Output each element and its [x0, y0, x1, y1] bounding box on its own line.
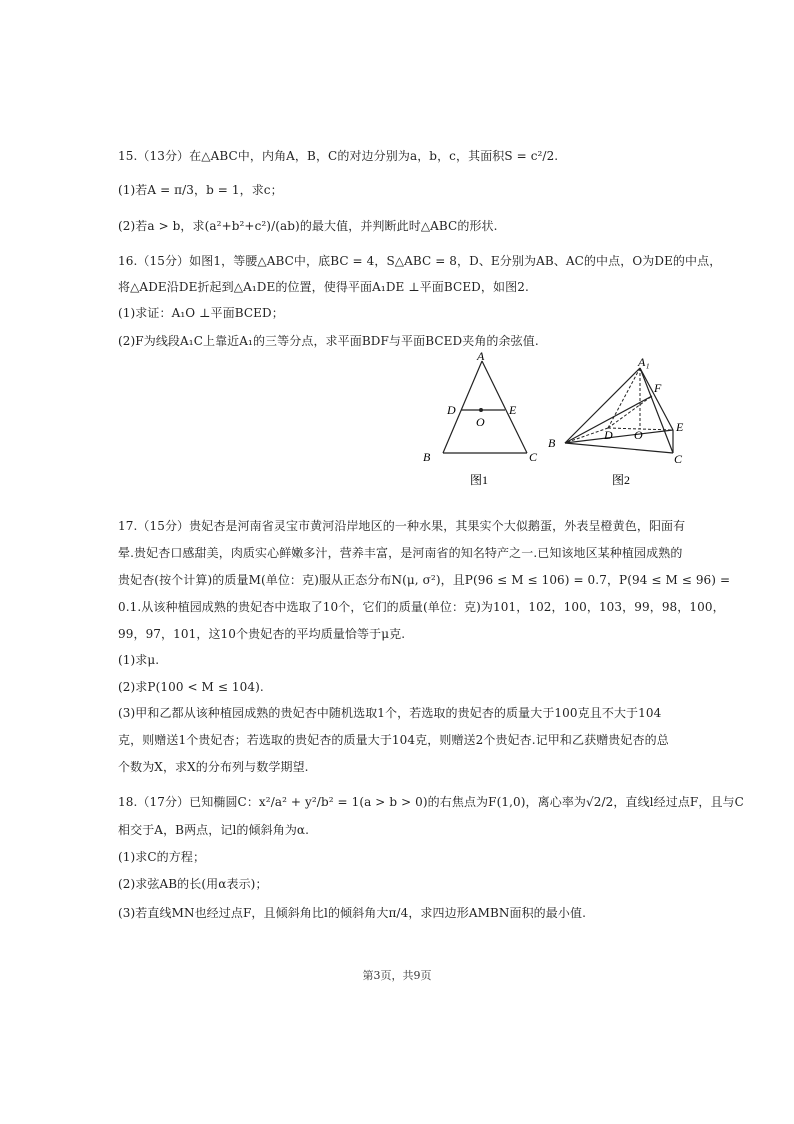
- q18-line2: 相交于A，B两点，记l的倾斜角为α.: [118, 823, 310, 837]
- q18-line1: 18.（17分）已知椭圆C：x²/a² + y²/b² = 1(a > b > 0)的右焦点为F(1,0)，离心率为√2/2，直线l经过点F，且与C: [118, 795, 744, 809]
- fig1-label-c: C: [529, 450, 538, 464]
- q15-part1: (1)若A = π/3，b = 1，求c；: [118, 183, 283, 197]
- q17-line5: 99，97，101，这10个贵妃杏的平均质量恰等于μ克.: [118, 627, 406, 641]
- page-footer: 第3页，共9页: [362, 969, 432, 982]
- q17-part2: (2)求P(100 < M ≤ 104).: [118, 680, 264, 694]
- q17-part3-line2: 克，则赠送1个贵妃杏；若选取的贵妃杏的质量大于104克，则赠送2个贵妃杏.记甲和乙获赠贵妃杏的总: [118, 733, 669, 747]
- fig2-label-o: O: [634, 428, 643, 442]
- q17-part1: (1)求μ.: [118, 653, 160, 667]
- fig2-label-d: D: [604, 428, 613, 442]
- q16-part1: (1)求证：A₁O ⊥平面BCED；: [118, 306, 284, 320]
- fig1-label-o: O: [476, 415, 485, 429]
- q17-line3: 贵妃杏(按个计算)的质量M(单位：克)服从正态分布N(μ, σ²)，且P(96 ≤ M ≤ 106) = 0.7，P(94 ≤ M ≤ 96) =: [118, 573, 731, 587]
- figure-1-triangle: [415, 348, 555, 493]
- fig2-hidden-a1d: [608, 368, 640, 428]
- q17-line2: 晕.贵妃杏口感甜美，肉质实心鲜嫩多汁，营养丰富，是河南省的知名特产之一.已知该地区某种植园成熟的: [118, 546, 683, 560]
- q17-part3-line1: (3)甲和乙都从该种植园成熟的贵妃杏中随机选取1个，若选取的贵妃杏的质量大于100克且不大于104: [118, 706, 662, 720]
- fig2-label-e: E: [676, 420, 684, 434]
- fig1-caption: 图1: [470, 473, 489, 487]
- fig2-hidden-df: [608, 396, 652, 428]
- figure-2-pyramid: [540, 350, 700, 495]
- q17-line4: 0.1.从该种植园成熟的贵妃杏中选取了10个，它们的质量(单位：克)为101，102，100，103，99，98，100，: [118, 600, 725, 614]
- fig1-label-a: A: [477, 349, 485, 363]
- fig2-label-c: C: [674, 452, 683, 466]
- fig1-label-e: E: [509, 403, 517, 417]
- fig2-caption: 图2: [612, 473, 631, 487]
- q16-stem-line2: 将△ADE沿DE折起到△A₁DE的位置，使得平面A₁DE ⊥平面BCED，如图2.: [118, 280, 529, 294]
- q18-part3: (3)若直线MN也经过点F，且倾斜角比l的倾斜角大π/4，求四边形AMBN面积的最小值.: [118, 906, 587, 920]
- fig2-segment-be: [565, 430, 673, 443]
- fig1-edge-ac: [482, 361, 527, 453]
- q15-part2: (2)若a > b，求(a²+b²+c²)/(ab)的最大值，并判断此时△ABC的形状.: [118, 219, 498, 233]
- q15-stem: 15.（13分）在△ABC中，内角A，B，C的对边分别为a，b，c，其面积S = c²/2.: [118, 149, 559, 163]
- fig1-label-b: B: [423, 450, 431, 464]
- q16-part2: (2)F为线段A₁C上靠近A₁的三等分点，求平面BDF与平面BCED夹角的余弦值.: [118, 334, 539, 348]
- fig2-label-a1: A₁: [638, 355, 650, 369]
- q17-part3-line3: 个数为X，求X的分布列与数学期望.: [118, 760, 309, 774]
- fig2-label-f: F: [654, 381, 662, 395]
- fig2-edge-a1e: [640, 368, 673, 430]
- fig1-point-o: [479, 408, 483, 412]
- q18-part2: (2)求弦AB的长(用α表示)；: [118, 877, 268, 891]
- q17-line1: 17.（15分）贵妃杏是河南省灵宝市黄河沿岸地区的一种水果，其果实个大似鹅蛋，外表呈橙黄色，阳面有: [118, 519, 686, 533]
- fig1-label-d: D: [447, 403, 456, 417]
- fig2-edge-bc: [565, 443, 673, 453]
- q18-part1: (1)求C的方程；: [118, 850, 206, 864]
- fig2-label-b: B: [548, 436, 556, 450]
- q16-stem-line1: 16.（15分）如图1，等腰△ABC中，底BC = 4，S△ABC = 8，D、E分别为AB、AC的中点，O为DE的中点，: [118, 254, 722, 268]
- fig2-edge-a1b: [565, 368, 640, 443]
